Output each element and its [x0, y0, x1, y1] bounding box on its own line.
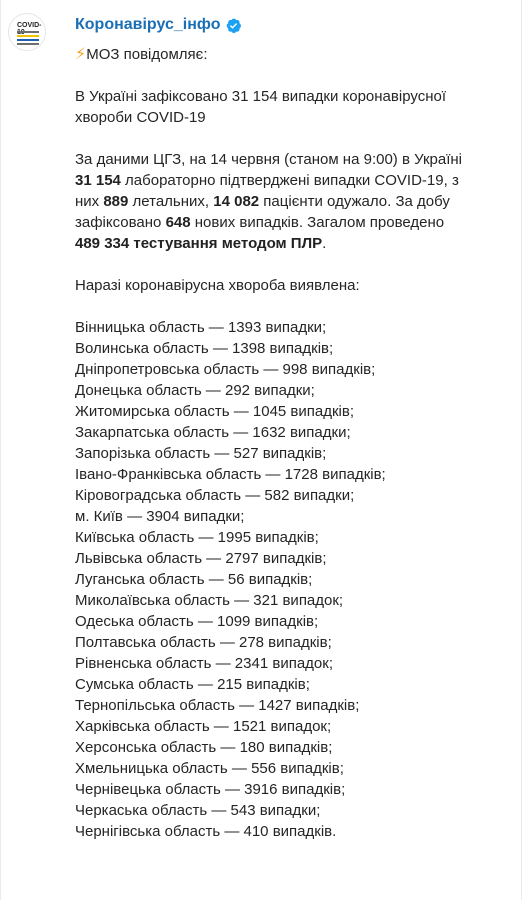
region-item: Кіровоградська область — 582 випадки; — [75, 487, 355, 504]
intro-line: В Україні зафіксовано 31 154 випадки коронавірусної — [75, 88, 447, 105]
stats-text: нових випадків. Загалом проведено — [190, 214, 445, 231]
confirmed-count: 31 154 — [75, 172, 121, 189]
deaths-count: 889 — [103, 193, 129, 210]
stats-text: лабораторно підтверджені випадки COVID-19, з — [120, 172, 459, 189]
region-item: Одеська область — 1099 випадків; — [75, 613, 319, 630]
region-list — [75, 317, 515, 842]
region-item: Чернігівська область — 410 випадків. — [75, 823, 337, 840]
stats-text: . — [322, 235, 327, 252]
region-item: м. Київ — 3904 випадки; — [75, 508, 245, 525]
region-item: Луганська область — 56 випадків; — [75, 571, 313, 588]
region-item: Тернопільська область — 1427 випадків; — [75, 697, 360, 714]
stats-text: летальних, — [128, 193, 214, 210]
region-item: Чернівецька область — 3916 випадків; — [75, 781, 346, 798]
region-item: Сумська область — 215 випадків; — [75, 676, 310, 693]
region-item: Хмельницька область — 556 випадків; — [75, 760, 344, 777]
headline: МОЗ повідомляє: — [86, 46, 208, 63]
region-item: Полтавська область — 278 випадків; — [75, 634, 332, 651]
tweet-header — [75, 14, 242, 36]
intro-line: хвороби COVID-19 — [75, 109, 206, 126]
stats-line: За даними ЦГЗ, на 14 червня (станом на 9:00) в Україні — [75, 151, 462, 168]
avatar[interactable] — [8, 13, 46, 51]
tweet-text — [75, 44, 515, 842]
region-item: Запорізька область — 527 випадків; — [75, 445, 327, 462]
region-item: Київська область — 1995 випадків; — [75, 529, 319, 546]
avatar-logo-text: COVID- — [17, 22, 42, 29]
stats-line — [75, 191, 515, 212]
stats-text: зафіксовано — [75, 214, 166, 231]
account-name[interactable]: Коронавірус_інфо — [75, 16, 221, 33]
region-item: Львівська область — 2797 випадків; — [75, 550, 327, 567]
region-item: Рівненська область — 2341 випадок; — [75, 655, 333, 672]
headline-line — [75, 44, 515, 65]
new-cases-count: 648 — [165, 214, 191, 231]
region-item: Івано-Франківська область — 1728 випадків; — [75, 466, 386, 483]
regions-intro: Наразі коронавірусна хвороба виявлена: — [75, 277, 360, 294]
region-item: Харківська область — 1521 випадок; — [75, 718, 332, 735]
avatar-logo-icon — [17, 31, 39, 47]
recovered-count: 14 082 — [213, 193, 260, 210]
lightning-bolt-icon: ⚡ — [75, 46, 87, 63]
region-item: Житомирська область — 1045 випадків; — [75, 403, 355, 420]
region-item: Волинська область — 1398 випадків; — [75, 340, 334, 357]
region-item: Вінницька область — 1393 випадки; — [75, 319, 327, 336]
tests-count: 489 334 тестування методом ПЛР — [75, 235, 323, 252]
region-item: Донецька область — 292 випадки; — [75, 382, 315, 399]
region-item: Закарпатська область — 1632 випадки; — [75, 424, 351, 441]
stats-line — [75, 170, 515, 191]
verified-badge-icon — [225, 17, 242, 34]
region-item: Дніпропетровська область — 998 випадків; — [75, 361, 376, 378]
stats-text: пацієнти одужало. За добу — [259, 193, 450, 210]
region-item: Миколаївська область — 321 випадок; — [75, 592, 344, 609]
region-item: Херсонська область — 180 випадків; — [75, 739, 333, 756]
stats-line — [75, 233, 515, 254]
stats-line — [75, 212, 515, 233]
region-item: Черкаська область — 543 випадки; — [75, 802, 321, 819]
stats-text: них — [75, 193, 104, 210]
